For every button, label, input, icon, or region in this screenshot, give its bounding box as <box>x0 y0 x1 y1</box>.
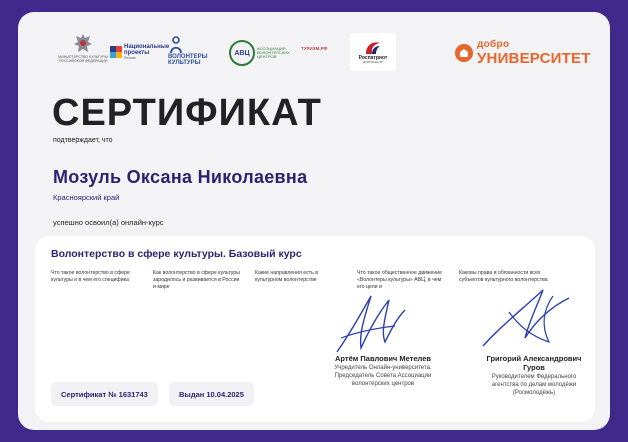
recipient-region: Красноярский край <box>53 193 120 202</box>
certificate-title: СЕРТИФИКАТ <box>52 92 322 134</box>
eagle-emblem-icon <box>72 32 94 56</box>
dobro-university-logo <box>454 40 591 66</box>
avc-circle-icon: АВЦ <box>229 40 255 66</box>
avc-caption: АССОЦИАЦИЯ ВОЛОНТЕРСКИХ ЦЕНТРОВ <box>257 45 290 60</box>
signatory-role: Учредитель Онлайн-университета, Председатель Совета Ассоциации волонтерских центров <box>334 365 432 387</box>
dobro-heart-icon <box>454 43 474 63</box>
recipient-name: Мозуль Оксана Николаевна <box>53 167 308 187</box>
tourism-logo <box>301 47 327 52</box>
ministry-logo <box>48 32 118 64</box>
signatory-name: Артём Павлович Метелев <box>335 354 431 363</box>
course-topic: Как волонтерство в сфере культуры зародилось и развивается в России и мире <box>153 270 240 291</box>
course-card <box>35 236 595 422</box>
completed-text: успешно освоил(а) онлайн-курс <box>53 218 164 227</box>
course-topic: Что такое волонтерство в сфере культуры и в чем его специфика <box>51 270 130 284</box>
signature-metelev-icon <box>331 292 411 358</box>
course-title: Волонтерство в сфере культуры. Базовый курс <box>51 248 302 260</box>
dobro-line2: УНИВЕРСИТЕТ <box>477 49 591 67</box>
course-topic: Какие направления есть в культурном волонтерстве <box>255 270 319 284</box>
certificate-sheet <box>18 12 610 430</box>
course-topic: Что такое общественное движение «Волонтеры культуры» АВЦ, в чем его цели и <box>357 270 442 291</box>
volunteer-figure-icon <box>168 36 184 54</box>
signature-gurov-icon <box>479 276 575 352</box>
national-projects-icon <box>110 46 122 58</box>
national-projects-line2: проекты <box>124 50 150 57</box>
rospatriot-line2: ДОБРОЦЕНТР <box>362 60 384 65</box>
ministry-caption: МИНИСТЕРСТВО КУЛЬТУРЫ РОССИЙСКОЙ ФЕДЕРАЦИИ <box>58 55 108 63</box>
rospatriot-logo <box>350 33 396 71</box>
national-projects-line3: России <box>124 55 136 60</box>
signatory-role: Руководителем Федерального агентства по делам молодёжи (Росмолодёжь) <box>491 374 577 396</box>
confirms-text: подтверждает, что <box>53 137 113 144</box>
dobro-line1: добро <box>477 39 510 50</box>
issue-date-badge: Выдан 10.04.2025 <box>169 382 254 406</box>
rospatriot-line1: Роспатриот <box>358 54 388 61</box>
signatory-name: Григорий Александрович Гуров <box>486 354 582 372</box>
course-topic: Каковы права и обязанности всех субъектов культурного волонтерства <box>459 270 548 284</box>
signatory-block <box>321 354 445 388</box>
volunteers-line1: ВОЛОНТЕРЫ <box>168 54 208 60</box>
national-projects-line1: Национальные <box>124 44 170 50</box>
avc-logo <box>229 40 291 66</box>
tourism-label: ТУРИЗМ.РФ <box>301 46 328 51</box>
national-projects-logo <box>110 44 169 60</box>
rospatriot-mark-icon <box>364 40 382 56</box>
signatory-block <box>481 354 587 397</box>
volunteers-line2: КУЛЬТУРЫ <box>168 60 201 67</box>
partner-logos <box>18 34 610 74</box>
certificate-number-badge: Сертификат № 1631743 <box>51 382 158 406</box>
volunteers-culture-logo <box>168 36 207 67</box>
